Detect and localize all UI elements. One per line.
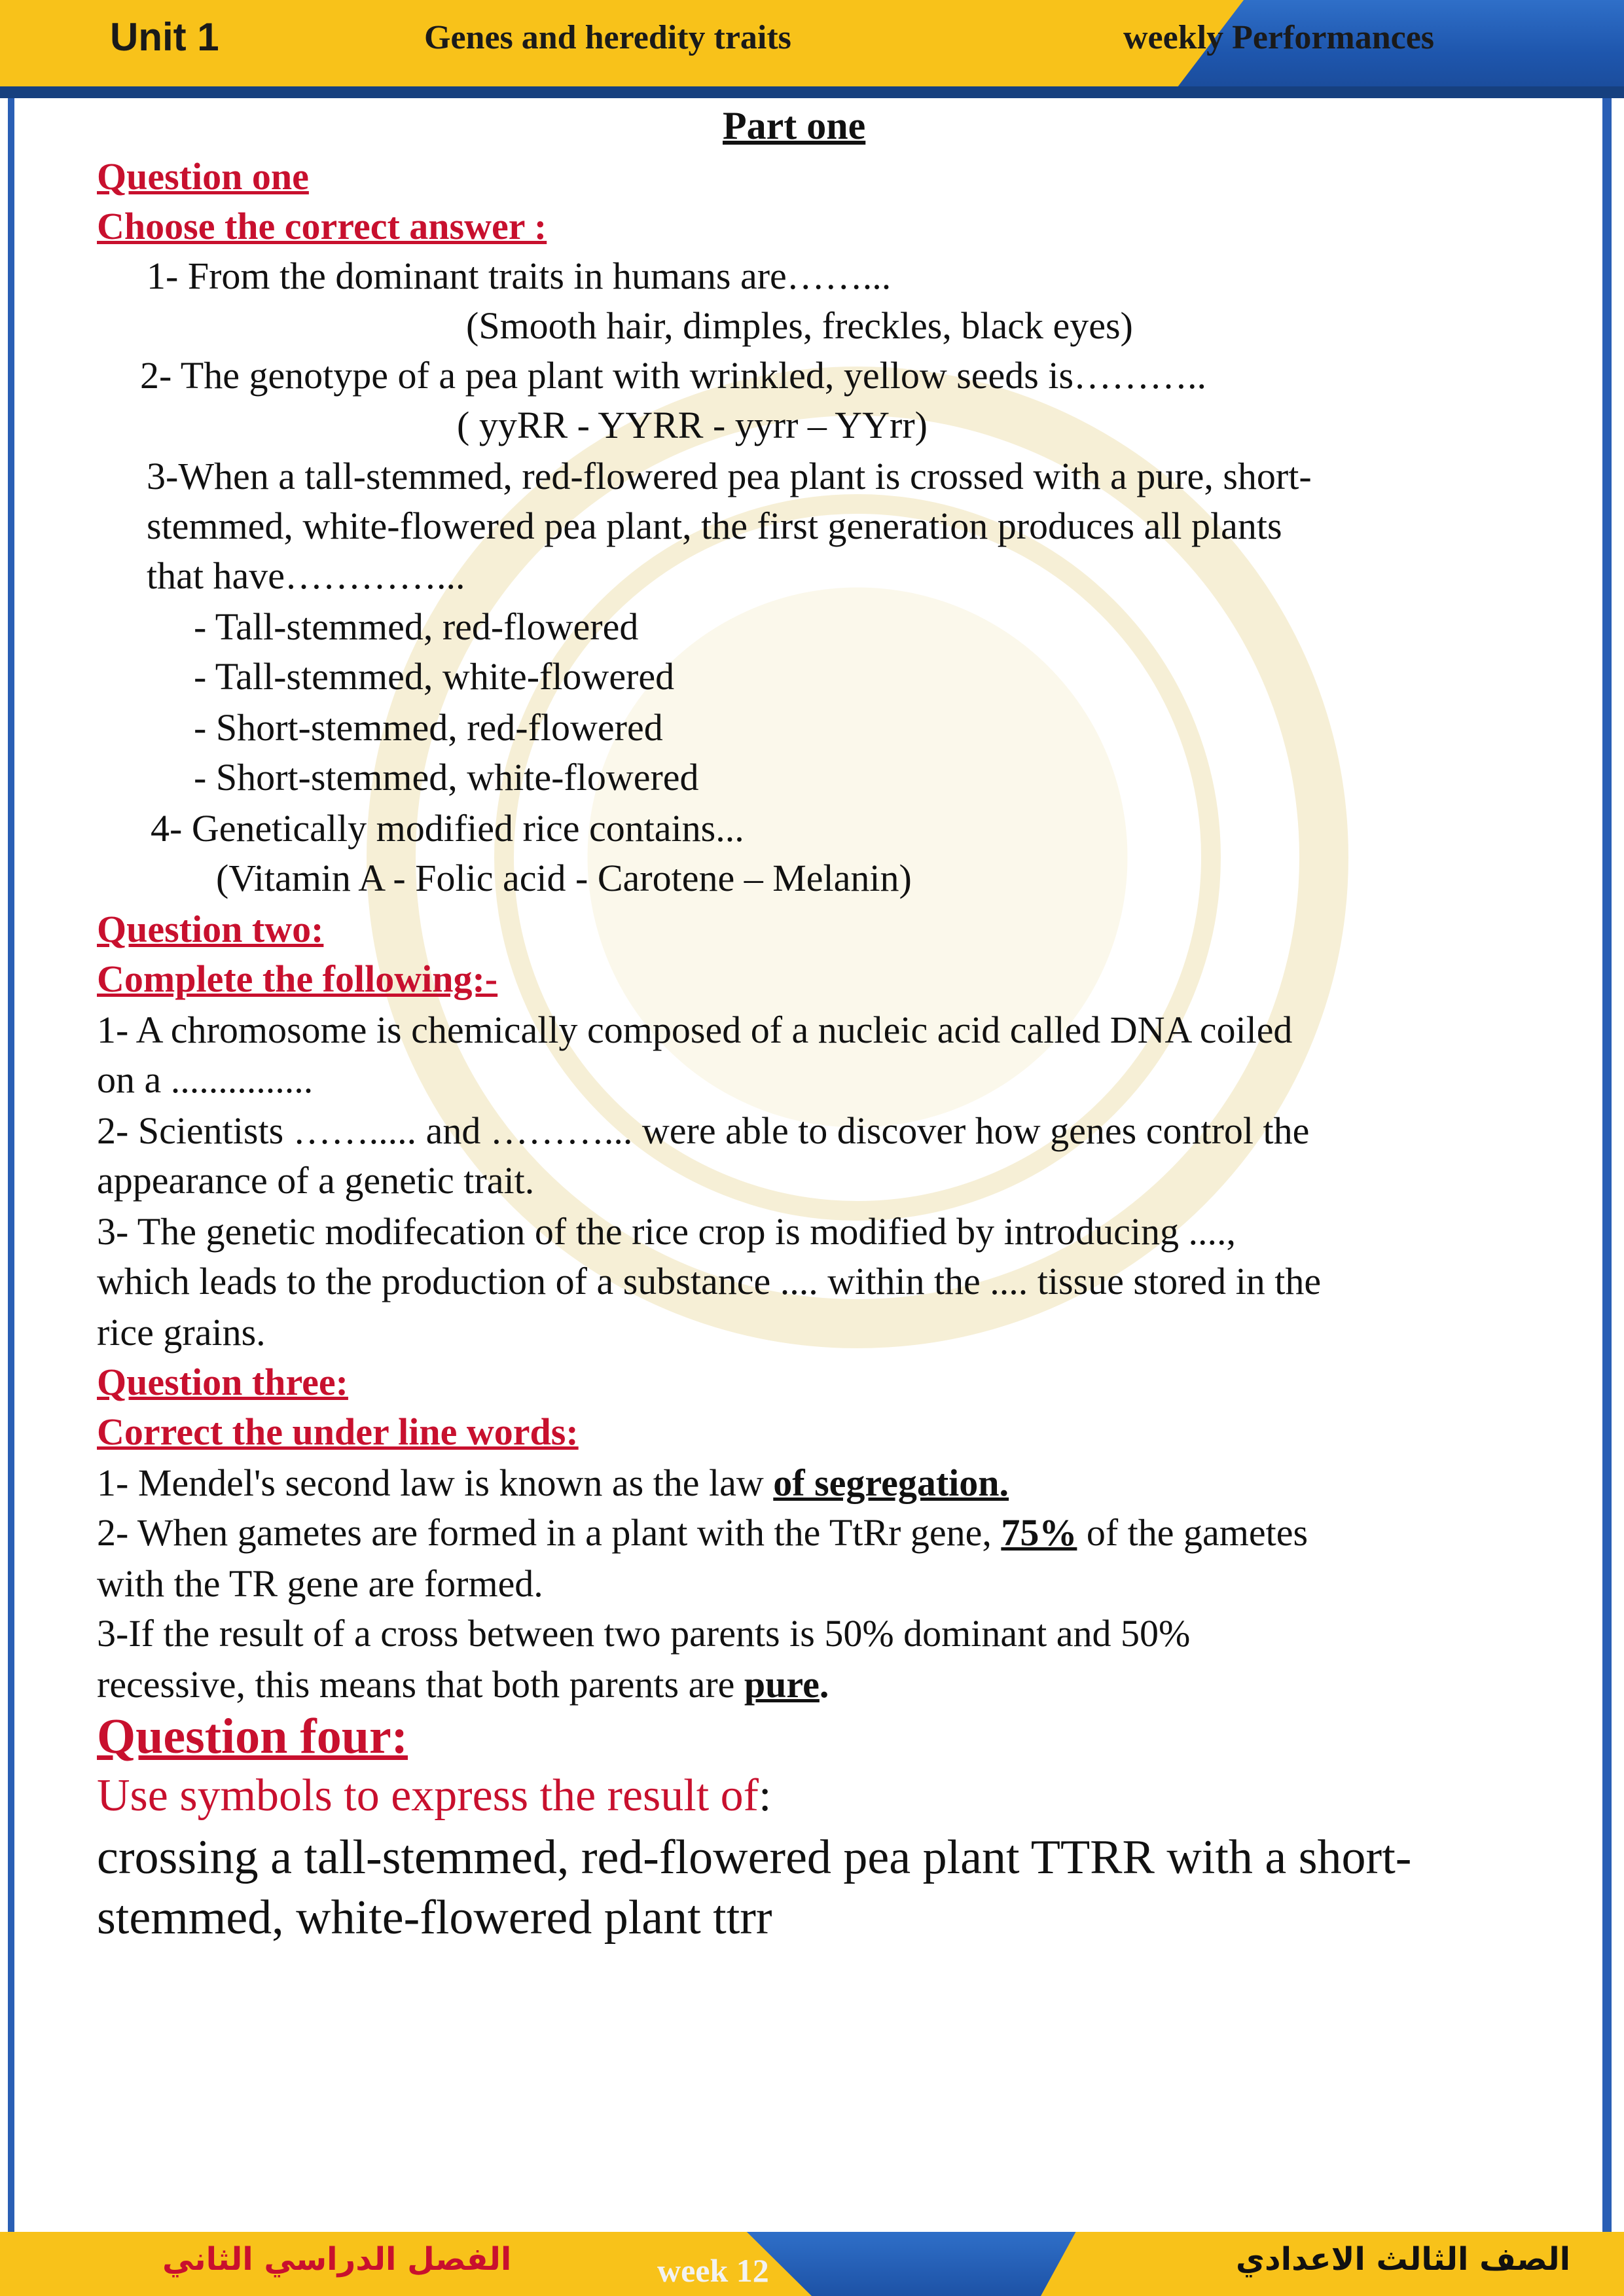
q3-line: with the TR gene are formed. [97, 1562, 543, 1605]
q1-instruction: Choose the correct answer : [97, 205, 547, 247]
q1-item: 2- The genotype of a pea plant with wrinkled, yellow seeds is……….. [140, 354, 1207, 397]
q4-title: Question four: [97, 1709, 408, 1764]
q3-text: 1- Mendel's second law is known as the law [97, 1462, 774, 1504]
q3-line [97, 1458, 1009, 1508]
q2-line: appearance of a genetic trait. [97, 1159, 535, 1202]
q3-text: . [819, 1663, 829, 1706]
q1-item: that have…………... [147, 554, 465, 597]
q1-item: stemmed, white-flowered pea plant, the first generation produces all plants [147, 505, 1282, 547]
header-shade [0, 86, 1624, 98]
week-label: week 12 [657, 2252, 769, 2289]
q3-text: 2- When gametes are formed in a plant with the TtRr gene, [97, 1511, 1001, 1554]
q2-line: on a ............... [97, 1058, 314, 1101]
q1-title: Question one [97, 155, 309, 198]
q2-line: 2- Scientists ……..... and ………... were able to discover how genes control the [97, 1109, 1310, 1152]
q1-option: - Short-stemmed, white-flowered [194, 756, 699, 798]
q3-underlined-word: pure [744, 1663, 820, 1706]
q3-instruction: Correct the under line words: [97, 1410, 579, 1453]
grade-label: الصف الثالث الاعدادي [1236, 2241, 1571, 2278]
q3-text: recessive, this means that both parents are [97, 1663, 744, 1706]
page-border-left [8, 98, 14, 2232]
q2-line: 1- A chromosome is chemically composed of a nucleic acid called DNA coiled [97, 1009, 1293, 1051]
page-border-right [1602, 98, 1612, 2232]
q1-item: (Vitamin A - Folic acid - Carotene – Melanin) [216, 857, 912, 899]
q1-option: - Tall-stemmed, white-flowered [194, 655, 675, 698]
q2-line: 3- The genetic modifecation of the rice crop is modified by introducing ...., [97, 1210, 1236, 1253]
q2-title: Question two: [97, 908, 324, 950]
q3-title: Question three: [97, 1361, 348, 1403]
q1-option: - Tall-stemmed, red-flowered [194, 605, 639, 648]
q3-underlined-word: of segregation. [773, 1462, 1009, 1504]
part-title: Part one [723, 104, 866, 147]
q4-instruction [97, 1767, 771, 1825]
topic-title: Genes and heredity traits [424, 19, 791, 56]
q2-line: which leads to the production of a substance .... within the .... tissue stored in the [97, 1260, 1322, 1302]
q3-underlined-word: 75% [1001, 1511, 1077, 1554]
q2-line: rice grains. [97, 1311, 266, 1354]
q4-instruction-text: Use symbols to express the result of [97, 1770, 759, 1821]
q1-item: 1- From the dominant traits in humans are……... [147, 255, 892, 297]
q3-line [97, 1660, 829, 1710]
q1-item: 3-When a tall-stemmed, red-flowered pea plant is crossed with a pure, short- [147, 455, 1312, 497]
q4-body-line: stemmed, white-flowered plant ttrr [97, 1891, 772, 1945]
q3-text: of the gametes [1077, 1511, 1308, 1554]
q4-body-line: crossing a tall-stemmed, red-flowered pea plant TTRR with a short- [97, 1831, 1412, 1884]
weekly-label: weekly Performances [1123, 19, 1435, 56]
q3-line [97, 1508, 1308, 1558]
q2-instruction: Complete the following:- [97, 958, 498, 1000]
q1-item: (Smooth hair, dimples, freckles, black eyes) [466, 304, 1133, 347]
semester-label: الفصل الدراسي الثاني [162, 2241, 512, 2278]
unit-label: Unit 1 [110, 15, 219, 59]
q1-item: ( yyRR - YYRR - yyrr – YYrr) [457, 404, 928, 446]
q4-instruction-colon: : [758, 1770, 772, 1821]
q1-item: 4- Genetically modified rice contains... [151, 807, 744, 850]
q1-option: - Short-stemmed, red-flowered [194, 706, 663, 749]
q3-line: 3-If the result of a cross between two parents is 50% dominant and 50% [97, 1612, 1191, 1655]
